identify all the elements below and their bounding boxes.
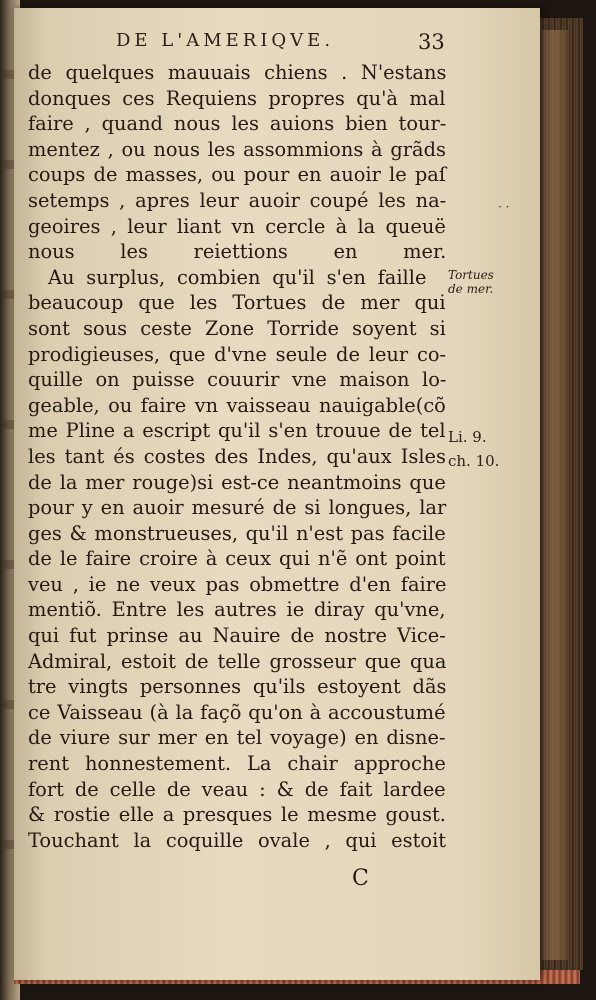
marginal-note [448, 268, 494, 296]
text-line: faire , quand nous les auions bien tour- [28, 112, 447, 136]
text-line: de viure sur mer en tel voyage) en disne- [28, 726, 446, 750]
text-line: ges & monstrueuses, qu'il n'est pas facile [28, 521, 446, 545]
text-line: quille on puisse couurir vne maison lo- [28, 368, 447, 392]
text-line: prodigieuses, que d'vne seule de leur co- [28, 342, 447, 366]
text-line: de la mer rouge)si est-ce neantmoins que [28, 470, 446, 494]
marginal-reference-book: Li. 9. [448, 428, 487, 446]
text-line: nous les reiettions en mer. [28, 240, 447, 264]
running-head: DE L'AMERIQVE. [116, 30, 335, 51]
text-line: Admiral, estoit de telle grosseur que qua [28, 649, 447, 673]
text-line: mentez , ou nous les assommions à grãds [28, 137, 446, 161]
ink-specks: · · [498, 200, 510, 214]
text-line: geoires , leur liant vn cercle à la queuë [28, 214, 446, 238]
text-line: ce Vaisseau (à la façõ qu'on à accoustumé [28, 700, 446, 724]
signature-mark: C [352, 866, 369, 891]
text-line: & rostie elle a presques le mesme goust. [28, 803, 446, 827]
text-line: donques ces Requiens propres qu'à mal [28, 86, 446, 110]
marginal-note-line: Tortues [448, 268, 494, 282]
page-number: 33 [418, 30, 445, 54]
text-line: beaucoup que les Tortues de mer qui [28, 291, 446, 315]
text-line: setemps , apres leur auoir coupé les na- [28, 188, 447, 212]
text-line: me Pline a escript qu'il s'en trouue de tel [28, 419, 446, 443]
text-line: rent honnestement. La chair approche [28, 752, 446, 776]
text-line: qui fut prinse au Nauire de nostre Vice- [28, 624, 446, 648]
text-line: coups de masses, ou pour en auoir le paſ [28, 163, 447, 187]
text-line: veu , ie ne veux pas obmettre d'en faire [28, 572, 447, 596]
marginal-reference-chapter: ch. 10. [448, 452, 500, 470]
text-line: pour y en auoir mesuré de si longues, lar [28, 496, 447, 520]
text-line: les tant és costes des Indes, qu'aux Isles [28, 444, 446, 468]
marginal-note-line: de mer. [448, 282, 494, 296]
text-line: tre vingts personnes qu'ils estoyent dãs [28, 675, 447, 699]
text-line: de le faire croire à ceux qui n'ẽ ont point [28, 547, 446, 571]
text-line: sont sous ceste Zone Torride soyent si [28, 316, 446, 340]
text-line: mentiõ. Entre les autres ie diray qu'vne, [28, 598, 446, 622]
text-line: fort de celle de veau : & de fait lardee [28, 777, 446, 801]
text-line: de quelques mauuais chiens . N'estans [28, 61, 447, 84]
text-line: geable, ou faire vn vaisseau nauigable(cõ [28, 393, 446, 417]
text-line: Touchant la coquille ovale , qui estoit [28, 828, 447, 852]
fore-edge-gilt [542, 30, 568, 960]
paragraph-start-line: Au surplus, combien qu'il s'en faille [48, 265, 427, 289]
body-text [28, 60, 446, 853]
